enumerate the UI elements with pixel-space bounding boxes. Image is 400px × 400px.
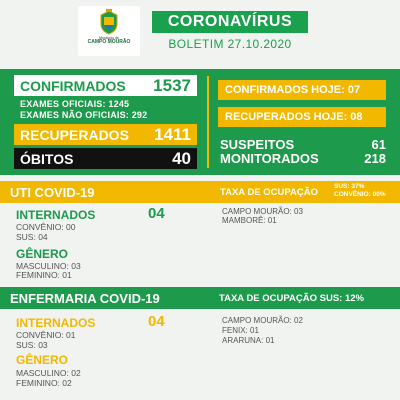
uti-feminino: FEMININO: 01: [16, 270, 72, 280]
uti-rate-label: TAXA DE OCUPAÇÃO: [220, 187, 318, 198]
recovered-box: [14, 124, 197, 145]
suspects-label: SUSPEITOS: [220, 137, 295, 152]
confirmed-value: 1537: [153, 75, 191, 95]
uti-masculino: MASCULINO: 03: [16, 261, 81, 271]
city-logo: [78, 6, 140, 56]
enfermaria-sus: SUS: 03: [16, 340, 48, 350]
exams-unofficial: EXAMES NÃO OFICIAIS: 292: [20, 110, 148, 120]
enfermaria-city-1: CAMPO MOURÃO: 02: [222, 316, 303, 325]
uti-genero-label: GÊNERO: [16, 247, 69, 261]
suspects-row: [220, 137, 386, 152]
deaths-value: 40: [172, 148, 191, 168]
uti-sus: SUS: 04: [16, 232, 48, 242]
enfermaria-city-3: ARARUNA: 01: [222, 336, 275, 345]
enfermaria-rate: TAXA DE OCUPAÇÃO SUS: 12%: [219, 293, 364, 304]
enfermaria-genero-label: GÊNERO: [16, 353, 69, 367]
city-crest-icon: [97, 9, 121, 35]
logo-subtitle: Município de: [99, 36, 119, 40]
enfermaria-internados-value: 04: [148, 313, 165, 330]
enfermaria-city-2: FENIX: 01: [222, 326, 259, 335]
exams-official: EXAMES OFICIAIS: 1245: [20, 99, 130, 109]
recovered-today: RECUPERADOS HOJE: 08: [225, 111, 363, 123]
enfermaria-title: ENFERMARIA COVID-19: [10, 291, 160, 306]
recovered-today-box: [218, 107, 386, 127]
monitored-label: MONITORADOS: [220, 151, 319, 166]
uti-internados-value: 04: [148, 205, 165, 222]
confirmed-box: [14, 75, 197, 96]
suspects-value: 61: [371, 137, 386, 152]
summary-divider: [207, 76, 209, 168]
enfermaria-feminino: FEMININO: 02: [16, 378, 72, 388]
monitored-row: [220, 151, 386, 166]
enfermaria-masculino: MASCULINO: 02: [16, 368, 81, 378]
uti-city-2: MAMBORÊ: 01: [222, 216, 277, 225]
uti-title: UTI COVID-19: [10, 185, 95, 200]
logo-city-name: CAMPO MOURÃO: [87, 39, 131, 45]
recovered-value: 1411: [154, 124, 191, 144]
uti-convenio: CONVÊNIO: 00: [16, 222, 76, 232]
enfermaria-convenio: CONVÊNIO: 01: [16, 330, 76, 340]
uti-city-1: CAMPO MOURÃO: 03: [222, 207, 303, 216]
page-title: CORONAVÍRUS: [152, 11, 308, 33]
confirmed-today: CONFIRMADOS HOJE: 07: [225, 84, 361, 96]
monitored-value: 218: [364, 151, 386, 166]
uti-rate-convenio: CONVÊNIO: 00%: [334, 191, 386, 198]
recovered-label: RECUPERADOS: [20, 126, 129, 143]
uti-rate-sus: SUS: 37%: [334, 183, 365, 190]
confirmed-label: CONFIRMADOS: [20, 77, 126, 94]
deaths-box: [14, 148, 197, 169]
confirmed-today-box: [218, 80, 386, 100]
enfermaria-internados-label: INTERNADOS: [16, 316, 96, 330]
uti-internados-label: INTERNADOS: [16, 208, 96, 222]
deaths-label: ÓBITOS: [20, 150, 74, 167]
bulletin-date: BOLETIM 27.10.2020: [168, 37, 292, 51]
